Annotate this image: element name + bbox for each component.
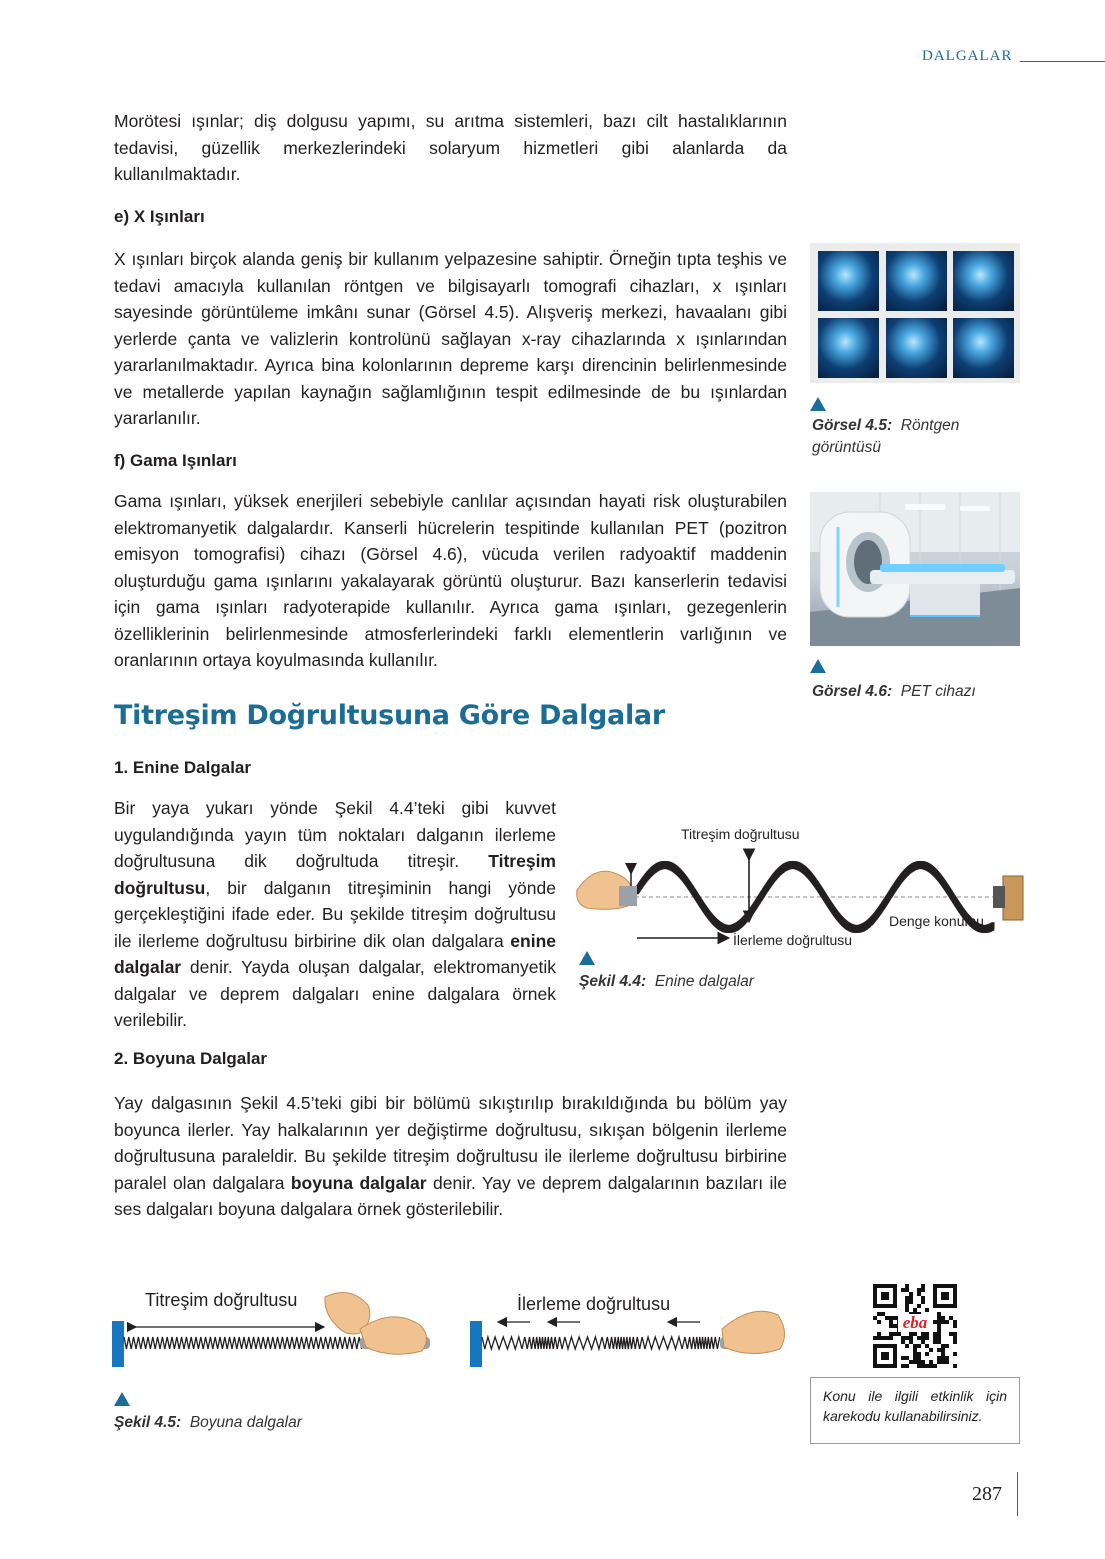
paragraph-gamma-rays: Gama ışınları, yüksek enerjileri sebebiyle canlılar açısından hayati risk oluşturabilen elektromanyetik dalgalardır. Kanserli hücrelerin tespitinde kullanılan PET (pozitron emisyon tomografisi) cihazı (Görsel 4.6), vücuda verilen radyoaktif maddenin oluşturduğu gama ışınlarını yakalayarak görüntü oluşturur. Bazı kanserlerin tedavisi için gama ışınları radyoterapide kullanılır. Ayrıca gama ışınları, gezegenlerin özelliklerinin belirlenmesinde atmosferlerindeki farklı elementlerin varlığının ve oranlarının ortaya koyulmasında kullanılır.	[114, 491, 787, 670]
xray-arm	[953, 318, 1014, 378]
page-number: 287	[972, 1483, 1002, 1505]
qr-note: Konu ile ilgili etkinlik için karekodu kullanabilirsiniz.	[810, 1377, 1020, 1444]
caption-marker	[810, 397, 826, 411]
spring-clamp	[993, 886, 1005, 908]
heading-x-rays: e) X Işınları	[114, 207, 205, 226]
xray-chest	[886, 251, 947, 311]
wall-plate-left	[112, 1321, 124, 1367]
paragraph-longitudinal-waves: Yay dalgasının Şekil 4.5’teki gibi bir bölümü sıkıştırılıp bırakıldığında bu bölüm yay boyunca ilerler. Yay halkalarının yer değiştirme doğrultusu, sıkışan bölgenin ilerleme doğrultusuna paraleldir. Bu şekilde titreşim doğrultusu ile ilerleme doğrultusu birbirine paralel olan dalgalara boyuna dalgalar denir. Yay ve deprem dalgalarının bazıları ile ses dalgaları boyuna dalgalara örnek gösterilebilir.	[114, 1093, 787, 1219]
eba-logo: eba	[902, 1313, 928, 1332]
caption-marker	[810, 659, 826, 673]
caption-sekil-4-4: Şekil 4.4: Enine dalgalar	[579, 973, 754, 990]
xray-shoulder	[818, 318, 879, 378]
hand-icon	[722, 1311, 785, 1353]
paragraph-x-rays: X ışınları birçok alanda geniş bir kullanım yelpazesine sahiptir. Örneğin tıpta teşhis ve tedavi amacıyla kullanılan röntgen ve bilgisayarlı tomografi cihazları, x ışınları sayesinde görüntüleme imkânı sunar (Görsel 4.5). Alışveriş merkezi, havaalanı gibi yerlerde çanta ve valizlerin kontrolünü sağlayan x-ray cihazlarında x ışınlarından yararlanılmaktadır. Ayrıca bina kolonlarının depreme karşı direncinin belirlenmesinde ve metallerde yapılan kaynağın sağlamlığının tespit edilmesinde de bu ışınlardan yararlanılır.	[114, 249, 787, 428]
section-title: Titreşim Doğrultusuna Göre Dalgalar	[114, 700, 665, 731]
label-propagation-direction-2: İlerleme doğrultusu	[517, 1294, 671, 1314]
qr-code[interactable]	[872, 1283, 958, 1369]
xray-hand	[886, 318, 947, 378]
pet-scanner-image	[810, 492, 1020, 646]
xray-skull	[818, 251, 879, 311]
page-number-rule	[1017, 1472, 1018, 1516]
caption-gorsel-4-5: Görsel 4.5: Röntgen görüntüsü	[812, 417, 960, 456]
label-vibration-direction: Titreşim doğrultusu	[681, 826, 800, 842]
hand-icon	[360, 1317, 427, 1354]
caption-gorsel-4-6: Görsel 4.6: PET cihazı	[812, 683, 976, 700]
figure-transverse-wave	[575, 820, 1025, 950]
caption-marker	[579, 951, 595, 965]
paragraph-uv: Morötesi ışınlar; diş dolgusu yapımı, su arıtma sistemleri, bazı cilt hastalıklarının tedavisi, güzellik merkezlerindeki solaryum hizmetleri gibi alanlarda da kullanılmaktadır.	[114, 111, 787, 184]
heading-gamma-rays: f) Gama Işınları	[114, 451, 237, 470]
wall-block	[1003, 876, 1023, 920]
xray-knee	[953, 251, 1014, 311]
caption-sekil-4-5: Şekil 4.5: Boyuna dalgalar	[114, 1414, 302, 1431]
label-propagation-direction: İlerleme doğrultusu	[733, 932, 853, 948]
header-rule	[1020, 61, 1105, 62]
running-header: DALGALAR	[922, 48, 1013, 64]
spring-right	[482, 1337, 720, 1349]
heading-transverse-waves: 1. Enine Dalgalar	[114, 758, 251, 777]
label-equilibrium-position: Denge konumu	[889, 913, 984, 929]
hand-grip	[619, 886, 637, 906]
spring-left	[124, 1337, 362, 1349]
paragraph-transverse-waves: Bir yaya yukarı yönde Şekil 4.4’teki gibi kuvvet uygulandığında yayın tüm noktaları dalganın ilerleme doğrultusuna dik doğrultuda titreşir. Titreşim doğrultusu, bir dalganın titreşiminin hangi yönde gerçekleştiğini ifade eder. Bu şekilde titreşim doğrultusu ile ilerleme doğrultusu birbirine dik olan dalgalara enine dalgalar denir. Yayda oluşan dalgalar, elektromanyetik dalgalar ve deprem dalgaları enine dalgalara örnek verilebilir.	[114, 798, 556, 1030]
heading-longitudinal-waves: 2. Boyuna Dalgalar	[114, 1049, 268, 1068]
wall-plate-right	[470, 1321, 482, 1367]
label-vibration-direction-2: Titreşim doğrultusu	[145, 1290, 298, 1310]
xray-image	[810, 243, 1020, 383]
caption-marker	[114, 1392, 130, 1406]
